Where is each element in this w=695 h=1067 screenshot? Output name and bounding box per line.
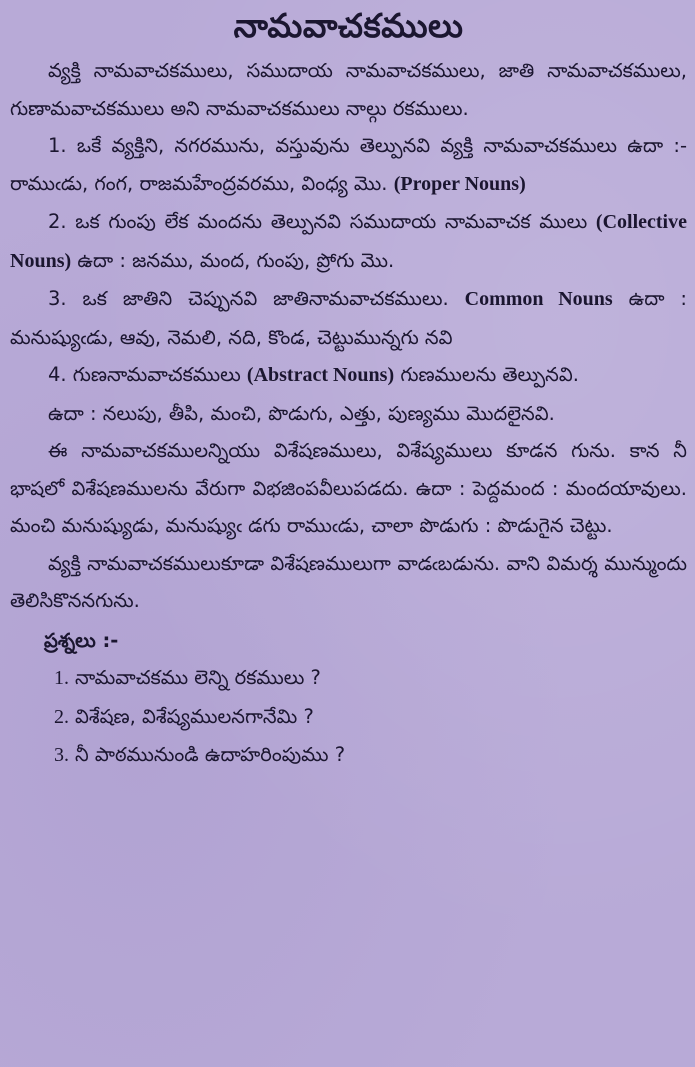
common-nouns-english: Common Nouns: [464, 288, 613, 310]
proper-nouns-paragraph: [10, 127, 687, 203]
adjective-paragraph: ఈ నామవాచకములన్నియు విశేషణములు, విశేష్యములు కూడన గును. కాన నీ భాషలో విశేషణములను వేరుగా విభజింపవీలుపడదు. ఉదా : పెద్దమంద : మందయావులు. మంచి మనుష్యుడు, మనుష్యుఁ డగు రాముఁడు, చాలా పొడుగు : పొడుగైన చెట్టు.: [10, 439, 687, 537]
collective-nouns-english: (Collective Nouns): [10, 211, 687, 272]
question-number: 3.: [54, 744, 69, 766]
abstract-nouns-text-b: గుణములను తెల్పునవి.: [394, 363, 579, 386]
common-nouns-paragraph: [10, 280, 687, 356]
intro-paragraph: వ్యక్తి నామవాచకములు, సముదాయ నామవాచకములు, జాతి నామవాచకములు, గుణామవాచకములు అని నామవాచకములు నాల్గు రకములు.: [10, 59, 687, 120]
proper-as-adjective-paragraph: వ్యక్తి నామవాచకములుకూడా విశేషణములుగా వాడఁబడును. వాని విమర్శ మున్ముందు తెలిసికొననగును.: [10, 551, 687, 612]
questions-heading: ప్రశ్నలు :-: [44, 628, 119, 652]
question-text: విశేషణ, విశేష్యములనగానేమి ?: [75, 704, 314, 728]
proper-nouns-text: 1. ఒకే వ్యక్తిని, నగరమును, వస్తువును తెల్పునవి వ్యక్తి నామవాచకములు ఉదా :- రాముఁడు, గంగ, రాజమహేంద్రవరము, వింధ్య మొ.: [10, 134, 687, 195]
collective-nouns-paragraph: [10, 203, 687, 280]
question-item: [54, 736, 687, 775]
abstract-nouns-text-a: 4. గుణనామవాచకములు: [48, 363, 247, 386]
question-text: నీ పాఠమునుండి ఉదాహరింపుము ?: [75, 743, 346, 766]
collective-nouns-text-b: ఉదా : జనము, మంద, గుంపు, ప్రోగు మొ.: [71, 248, 395, 272]
collective-nouns-text-a: 2. ఒక గుంపు లేక మందను తెల్పునవి సముదాయ నామవాచక ములు: [48, 210, 596, 233]
proper-nouns-english: (Proper Nouns): [393, 172, 526, 195]
page-title: నామవాచకములు: [233, 6, 464, 45]
question-number: 1.: [54, 667, 69, 689]
questions-list: [10, 659, 687, 775]
question-text: నామవాచకము లెన్ని రకములు ?: [75, 666, 321, 689]
abstract-examples-paragraph: ఉదా : నలుపు, తీపి, మంచి, పొడుగు, ఎత్తు, పుణ్యము మొదలైనవి.: [48, 401, 555, 425]
abstract-nouns-english: (Abstract Nouns): [246, 364, 395, 386]
question-number: 2.: [54, 705, 69, 728]
question-item: [54, 659, 687, 698]
question-item: [54, 698, 687, 737]
common-nouns-text-b: ఉదా : మనుష్యుఁడు, ఆవు, నెమలి, నది, కొండ, చెట్టుమున్నగు నవి: [10, 287, 687, 349]
common-nouns-text-a: 3. ఒక జాతిని చెప్పునవి జాతినామవాచకములు.: [48, 287, 465, 310]
abstract-nouns-paragraph: [10, 356, 687, 395]
